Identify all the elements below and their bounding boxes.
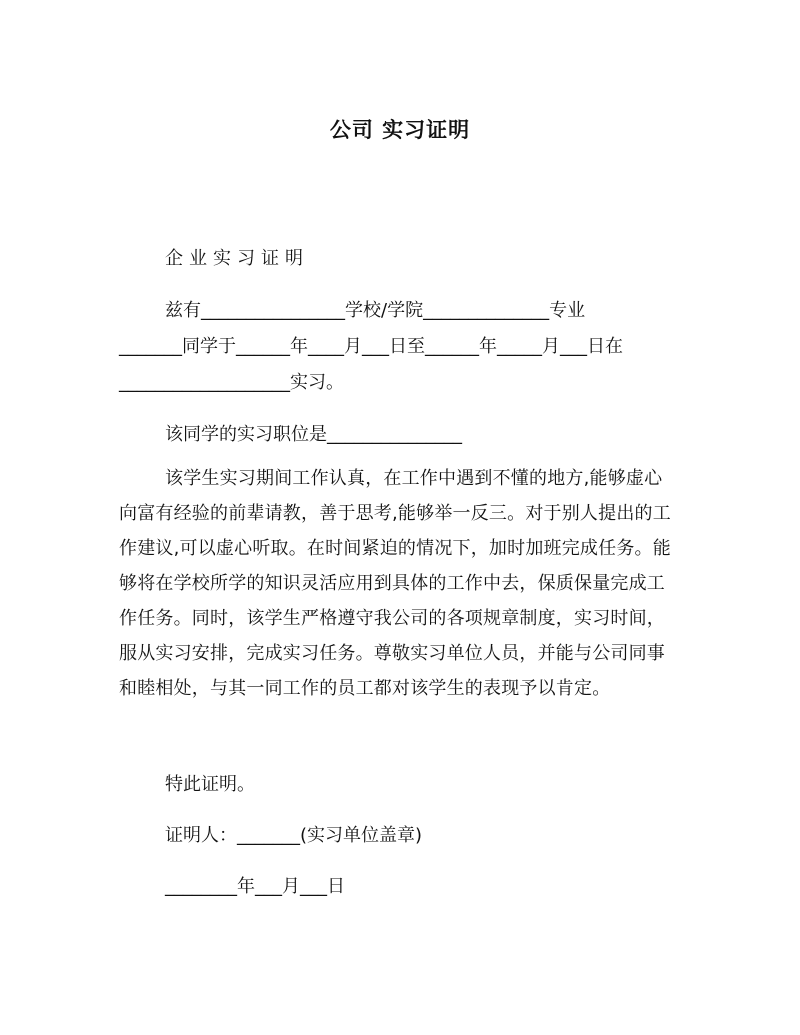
certify-statement: 特此证明。 — [165, 774, 255, 795]
position-line: 该同学的实习职位是_______________ — [165, 424, 462, 445]
evaluation-paragraph — [119, 461, 679, 706]
certifier-line: 证明人：_______(实习单位盖章) — [165, 825, 423, 846]
intro-line-3: ___________________实习。 — [119, 372, 344, 393]
evaluation-text: 该学生实习期间工作认真，在工作中遇到不懂的地方,能够虚心向富有经验的前辈请教，善于思考,能够举一反三。对于别人提出的工作建议,可以虚心听取。在时间紧迫的情况下，加时加班完成任务。能够将在学校所学的知识灵活应用到具体的工作中去，保质保量完成工作任务。同时，该学生严格遵守我公司的各项规章制度，实习时间，服从实习安排，完成实习任务。尊敬实习单位人员，并能与公司同事和睦相处，与其一同工作的员工都对该学生的表现予以肯定。 — [119, 468, 671, 699]
intro-line-2: _______同学于______年____月___日至______年_____月___日在 — [119, 336, 623, 357]
document-title: 公司 实习证明 — [329, 118, 471, 142]
certificate-heading: 企业实习证明 — [165, 248, 309, 269]
intro-line-1: 兹有________________学校/学院______________专业 — [165, 300, 586, 321]
date-line: ________年___月___日 — [165, 876, 345, 897]
